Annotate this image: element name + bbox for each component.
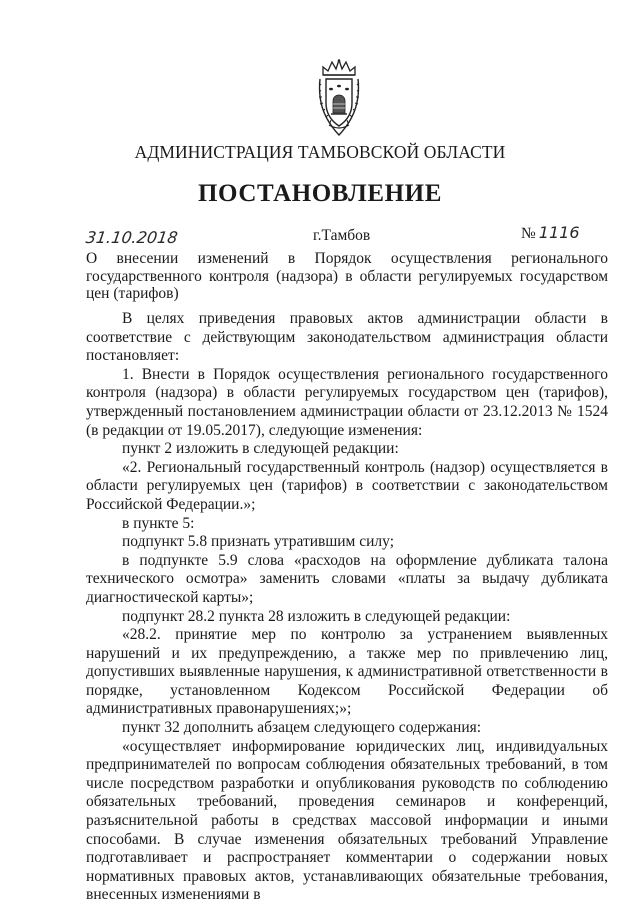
- paragraph: «осуществляет информирование юридических лиц, индивидуальных предпринимателей по вопросам соблюдения обязательных требований, в том числе посредством разработки и опубликования руководств по соблюдению обязательных требований, проведения семинаров и конференций, разъяснительной работы в средствах массовой информации и иными способами. В случае изменения обязательных требований Управление подготавливает и распространяет комментарии о содержании новых нормативных правовых актов, устанавливающих обязательные требования, внесенных изменениями в: [86, 737, 608, 904]
- tambov-region-coat-of-arms-icon: [317, 59, 361, 137]
- document-type: ПОСТАНОВЛЕНИЕ: [197, 180, 443, 207]
- paragraph: в подпункте 5.9 слова «расходов на оформление дубликата талона технического осмотра» заменить словами «платы за выдачу дубликата диагностической карты»;: [86, 551, 608, 606]
- paragraph: «28.2. принятие мер по контролю за устранением выявленных нарушений и их предупреждению, а также мер по привлечению лиц, допустивших выявленные нарушения, к административной ответственности в порядке, установленном Кодексом Российской Федерации об административных правонарушениях;»;: [86, 626, 608, 718]
- organization-name: АДМИНИСТРАЦИЯ ТАМБОВСКОЙ ОБЛАСТИ: [134, 142, 506, 162]
- paragraph: подпункт 28.2 пункта 28 изложить в следующей редакции:: [122, 607, 511, 625]
- document-body: [86, 310, 608, 905]
- paragraph: В целях приведения правовых актов администрации области в соответствие с действующим законодательством администрация области постановляет:: [86, 310, 608, 365]
- document-title: О внесении изменений в Порядок осуществления регионального государственного контроля (надзора) в области регулируемых государством цен (тарифов): [86, 250, 608, 302]
- document-city: г.Тамбов: [313, 227, 371, 244]
- paragraph: в пункте 5:: [122, 514, 195, 532]
- paragraph: «2. Региональный государственный контроль (надзор) осуществляется в области регулируемых цен (тарифов) в соответствии с законодательством Российской Федерации.»;: [86, 458, 608, 513]
- paragraph: пункт 32 дополнить абзацем следующего содержания:: [122, 719, 482, 737]
- paragraph: подпункт 5.8 признать утратившим силу;: [122, 533, 395, 551]
- paragraph: 1. Внести в Порядок осуществления регионального государственного контроля (надзора) в области регулируемых государством цен (тарифов), утвержденный постановлением администрации области от 23.12.2013 № 1524 (в редакции от 19.05.2017), следующие изменения:: [86, 365, 608, 439]
- document-number: [521, 223, 580, 243]
- number-value: 1116: [538, 223, 580, 242]
- document-date: 31.10.2018: [84, 228, 179, 247]
- paragraph: пункт 2 изложить в следующей редакции:: [122, 440, 399, 458]
- number-label: №: [521, 225, 536, 242]
